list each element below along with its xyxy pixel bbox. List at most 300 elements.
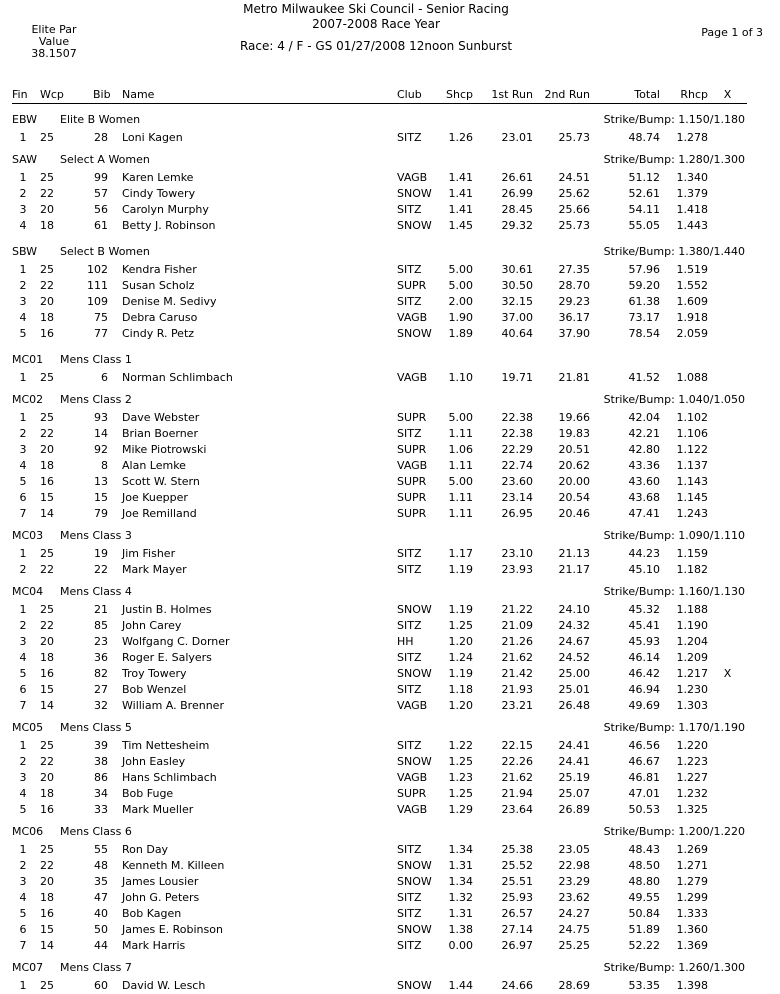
- cell-total: 48.43: [628, 843, 660, 856]
- column-header-bib: Bib: [93, 88, 111, 101]
- cell-total: 52.61: [628, 187, 660, 200]
- cell-shcp: 1.11: [448, 459, 473, 472]
- section-mc05: [12, 720, 747, 818]
- cell-total: 48.74: [628, 131, 660, 144]
- cell-run1: 28.45: [501, 203, 533, 216]
- cell-name: Carolyn Murphy: [122, 203, 209, 216]
- cell-run2: 23.62: [558, 891, 590, 904]
- cell-run2: 19.83: [558, 427, 590, 440]
- cell-name: William A. Brenner: [122, 699, 224, 712]
- result-row: [12, 666, 747, 682]
- cell-x: [708, 186, 747, 202]
- cell-total: 73.17: [628, 311, 660, 324]
- cell-total: 46.56: [628, 739, 660, 752]
- cell-name: John Easley: [122, 755, 186, 768]
- cell-fin: 2: [19, 755, 27, 768]
- cell-club: VAGB: [397, 371, 428, 384]
- cell-wcp: 20: [40, 443, 54, 456]
- cell-bib: 28: [94, 131, 108, 144]
- cell-run2: 20.46: [558, 507, 590, 520]
- cell-fin: 4: [19, 787, 27, 800]
- cell-shcp: 1.44: [448, 979, 473, 992]
- section-code: MC02: [12, 393, 44, 406]
- cell-run1: 22.38: [501, 411, 533, 424]
- cell-shcp: 1.06: [448, 443, 473, 456]
- cell-x: [708, 170, 747, 186]
- cell-run2: 23.05: [558, 843, 590, 856]
- cell-rhcp: 1.379: [676, 187, 708, 200]
- cell-run1: 40.64: [501, 327, 533, 340]
- cell-x: [708, 922, 747, 938]
- cell-bib: 102: [87, 263, 108, 276]
- cell-run2: 26.89: [558, 803, 590, 816]
- cell-total: 42.80: [628, 443, 660, 456]
- section-code: MC03: [12, 529, 44, 542]
- cell-run2: 20.00: [558, 475, 590, 488]
- section-name: Mens Class 4: [60, 585, 132, 598]
- cell-wcp: 20: [40, 203, 54, 216]
- cell-club: SITZ: [397, 427, 422, 440]
- cell-run1: 23.10: [501, 547, 533, 560]
- cell-shcp: 0.00: [448, 939, 473, 952]
- cell-name: Cindy Towery: [122, 187, 196, 200]
- cell-name: Justin B. Holmes: [122, 603, 212, 616]
- cell-wcp: 25: [40, 547, 54, 560]
- cell-shcp: 5.00: [448, 475, 473, 488]
- cell-wcp: 22: [40, 619, 54, 632]
- cell-bib: 27: [94, 683, 108, 696]
- cell-run1: 21.93: [501, 683, 533, 696]
- cell-name: James E. Robinson: [122, 923, 223, 936]
- result-row: [12, 442, 747, 458]
- cell-run2: 25.07: [558, 787, 590, 800]
- cell-bib: 19: [94, 547, 108, 560]
- cell-shcp: 5.00: [448, 263, 473, 276]
- column-header-rhcp: Rhcp: [680, 88, 708, 101]
- cell-fin: 7: [19, 507, 27, 520]
- cell-x: [708, 634, 747, 650]
- cell-club: SUPR: [397, 443, 427, 456]
- cell-bib: 36: [94, 651, 108, 664]
- cell-club: SITZ: [397, 891, 422, 904]
- cell-fin: 6: [19, 491, 27, 504]
- cell-total: 49.69: [628, 699, 660, 712]
- cell-shcp: 1.22: [448, 739, 473, 752]
- cell-run2: 24.32: [558, 619, 590, 632]
- results-table: [12, 86, 747, 994]
- cell-run2: 37.90: [558, 327, 590, 340]
- cell-club: SNOW: [397, 219, 432, 232]
- section-name: Select B Women: [60, 245, 150, 258]
- result-row: [12, 618, 747, 634]
- cell-bib: 57: [94, 187, 108, 200]
- cell-bib: 60: [94, 979, 108, 992]
- strike-bump-value: Strike/Bump: 1.260/1.300: [603, 961, 745, 974]
- cell-total: 42.04: [628, 411, 660, 424]
- cell-wcp: 22: [40, 279, 54, 292]
- result-row: [12, 874, 747, 890]
- cell-run1: 23.93: [501, 563, 533, 576]
- section-name: Mens Class 7: [60, 961, 132, 974]
- cell-shcp: 1.41: [448, 171, 473, 184]
- strike-bump-value: Strike/Bump: 1.170/1.190: [603, 721, 745, 734]
- cell-total: 46.14: [628, 651, 660, 664]
- cell-run1: 21.22: [501, 603, 533, 616]
- cell-club: VAGB: [397, 699, 428, 712]
- result-row: [12, 490, 747, 506]
- cell-x: [708, 310, 747, 326]
- cell-run1: 21.94: [501, 787, 533, 800]
- result-row: [12, 474, 747, 490]
- cell-fin: 3: [19, 443, 27, 456]
- cell-rhcp: 1.299: [676, 891, 708, 904]
- cell-wcp: 20: [40, 635, 54, 648]
- cell-fin: 4: [19, 891, 27, 904]
- cell-run2: 25.62: [558, 187, 590, 200]
- cell-bib: 33: [94, 803, 108, 816]
- cell-total: 47.41: [628, 507, 660, 520]
- cell-total: 78.54: [628, 327, 660, 340]
- cell-fin: 1: [19, 171, 27, 184]
- strike-bump-value: Strike/Bump: 1.200/1.220: [603, 825, 745, 838]
- cell-club: SITZ: [397, 619, 422, 632]
- cell-club: SUPR: [397, 475, 427, 488]
- section-name: Mens Class 5: [60, 721, 132, 734]
- cell-total: 43.68: [628, 491, 660, 504]
- column-header-run2: 2nd Run: [544, 88, 590, 101]
- cell-bib: 35: [94, 875, 108, 888]
- cell-wcp: 25: [40, 171, 54, 184]
- cell-shcp: 1.20: [448, 635, 473, 648]
- cell-rhcp: 1.418: [676, 203, 708, 216]
- strike-bump-value: Strike/Bump: 1.040/1.050: [603, 393, 745, 406]
- cell-run1: 23.01: [501, 131, 533, 144]
- cell-run2: 26.48: [558, 699, 590, 712]
- race-line: Race: 4 / F - GS 01/27/2008 12noon Sunburst: [239, 39, 513, 53]
- cell-run2: 29.23: [558, 295, 590, 308]
- cell-x: [708, 858, 747, 874]
- elite-par-label: Elite Par: [31, 23, 77, 36]
- cell-fin: 5: [19, 667, 27, 680]
- column-header-run1: 1st Run: [491, 88, 533, 101]
- cell-rhcp: 1.269: [676, 843, 708, 856]
- cell-rhcp: 1.209: [676, 651, 708, 664]
- column-header-name: Name: [122, 88, 155, 101]
- result-row: [12, 890, 747, 906]
- cell-x: [708, 442, 747, 458]
- cell-club: SITZ: [397, 907, 422, 920]
- cell-wcp: 22: [40, 755, 54, 768]
- cell-run1: 25.51: [501, 875, 533, 888]
- cell-total: 47.01: [628, 787, 660, 800]
- result-row: [12, 770, 747, 786]
- cell-run1: 26.57: [501, 907, 533, 920]
- cell-fin: 2: [19, 563, 27, 576]
- cell-club: SITZ: [397, 939, 422, 952]
- cell-name: James Lousier: [122, 875, 199, 888]
- cell-run1: 25.93: [501, 891, 533, 904]
- cell-club: SUPR: [397, 787, 427, 800]
- cell-bib: 13: [94, 475, 108, 488]
- cell-total: 43.60: [628, 475, 660, 488]
- cell-rhcp: 1.204: [676, 635, 708, 648]
- cell-bib: 38: [94, 755, 108, 768]
- cell-total: 45.32: [628, 603, 660, 616]
- section-ebw: [12, 112, 747, 146]
- result-row: [12, 650, 747, 666]
- cell-run1: 21.09: [501, 619, 533, 632]
- cell-run2: 21.17: [558, 563, 590, 576]
- cell-name: Debra Caruso: [122, 311, 198, 324]
- cell-x: [708, 754, 747, 770]
- cell-shcp: 1.32: [448, 891, 473, 904]
- section-mc04: [12, 584, 747, 714]
- cell-x: [708, 618, 747, 634]
- cell-club: VAGB: [397, 311, 428, 324]
- cell-bib: 15: [94, 491, 108, 504]
- cell-wcp: 18: [40, 219, 54, 232]
- cell-rhcp: 1.223: [676, 755, 708, 768]
- cell-name: Mike Piotrowski: [122, 443, 207, 456]
- cell-fin: 5: [19, 327, 27, 340]
- cell-run1: 23.60: [501, 475, 533, 488]
- cell-club: SNOW: [397, 603, 432, 616]
- section-header: [12, 392, 747, 408]
- cell-name: Betty J. Robinson: [122, 219, 216, 232]
- cell-name: Cindy R. Petz: [122, 327, 195, 340]
- cell-fin: 3: [19, 771, 27, 784]
- cell-run1: 32.15: [501, 295, 533, 308]
- cell-x: [708, 294, 747, 310]
- result-row: [12, 202, 747, 218]
- cell-shcp: 1.29: [448, 803, 473, 816]
- cell-total: 45.10: [628, 563, 660, 576]
- cell-club: SITZ: [397, 683, 422, 696]
- page-indicator: Page 1 of 3: [701, 26, 763, 39]
- cell-fin: 2: [19, 859, 27, 872]
- cell-fin: 2: [19, 427, 27, 440]
- cell-name: Mark Mueller: [122, 803, 194, 816]
- cell-club: SNOW: [397, 755, 432, 768]
- strike-bump-value: Strike/Bump: 1.280/1.300: [603, 153, 745, 166]
- cell-shcp: 1.38: [448, 923, 473, 936]
- cell-x: [708, 326, 747, 342]
- cell-run1: 30.50: [501, 279, 533, 292]
- section-header: [12, 824, 747, 840]
- cell-wcp: 25: [40, 979, 54, 992]
- section-code: MC05: [12, 721, 44, 734]
- section-saw: [12, 152, 747, 234]
- cell-wcp: 25: [40, 131, 54, 144]
- cell-bib: 48: [94, 859, 108, 872]
- cell-club: HH: [397, 635, 414, 648]
- cell-wcp: 18: [40, 651, 54, 664]
- result-row: [12, 602, 747, 618]
- cell-rhcp: 1.102: [676, 411, 708, 424]
- cell-total: 45.93: [628, 635, 660, 648]
- cell-rhcp: 1.398: [676, 979, 708, 992]
- cell-wcp: 14: [40, 699, 54, 712]
- cell-bib: 75: [94, 311, 108, 324]
- cell-wcp: 15: [40, 923, 54, 936]
- elite-par-block: [24, 24, 84, 60]
- table-sections: [12, 112, 747, 994]
- result-row: [12, 262, 747, 278]
- cell-run1: 30.61: [501, 263, 533, 276]
- cell-name: John Carey: [122, 619, 182, 632]
- cell-fin: 3: [19, 203, 27, 216]
- cell-run2: 22.98: [558, 859, 590, 872]
- cell-club: VAGB: [397, 459, 428, 472]
- cell-x: [708, 802, 747, 818]
- cell-rhcp: 1.182: [676, 563, 708, 576]
- cell-club: VAGB: [397, 771, 428, 784]
- strike-bump-value: [745, 352, 747, 368]
- cell-total: 48.80: [628, 875, 660, 888]
- elite-par-value-label: Value: [38, 35, 70, 48]
- cell-fin: 6: [19, 683, 27, 696]
- cell-x: [708, 682, 747, 698]
- cell-shcp: 1.25: [448, 787, 473, 800]
- cell-wcp: 18: [40, 459, 54, 472]
- cell-name: David W. Lesch: [122, 979, 206, 992]
- result-row: [12, 506, 747, 522]
- cell-total: 59.20: [628, 279, 660, 292]
- section-mc02: [12, 392, 747, 522]
- cell-name: John G. Peters: [122, 891, 200, 904]
- cell-name: Scott W. Stern: [122, 475, 200, 488]
- cell-rhcp: 1.217: [676, 667, 708, 680]
- result-row: [12, 410, 747, 426]
- cell-bib: 47: [94, 891, 108, 904]
- elite-par-value: 38.1507: [31, 47, 77, 60]
- cell-fin: 2: [19, 187, 27, 200]
- section-code: MC01: [12, 353, 44, 366]
- cell-x: [708, 890, 747, 906]
- cell-rhcp: 1.519: [676, 263, 708, 276]
- cell-x: [708, 938, 747, 954]
- cell-wcp: 25: [40, 843, 54, 856]
- section-code: SAW: [12, 153, 37, 166]
- cell-fin: 1: [19, 843, 27, 856]
- cell-rhcp: 1.369: [676, 939, 708, 952]
- cell-wcp: 20: [40, 771, 54, 784]
- section-code: MC06: [12, 825, 44, 838]
- cell-run1: 23.14: [501, 491, 533, 504]
- cell-name: Susan Scholz: [122, 279, 195, 292]
- cell-run1: 22.15: [501, 739, 533, 752]
- cell-total: 55.05: [628, 219, 660, 232]
- cell-run2: 25.01: [558, 683, 590, 696]
- cell-wcp: 20: [40, 875, 54, 888]
- cell-club: SITZ: [397, 547, 422, 560]
- cell-name: Wolfgang C. Dorner: [122, 635, 230, 648]
- cell-bib: 21: [94, 603, 108, 616]
- cell-rhcp: 1.230: [676, 683, 708, 696]
- result-row: [12, 938, 747, 954]
- cell-run1: 21.26: [501, 635, 533, 648]
- cell-x: [708, 262, 747, 278]
- cell-total: 46.81: [628, 771, 660, 784]
- cell-club: SITZ: [397, 263, 422, 276]
- cell-bib: 6: [101, 371, 108, 384]
- cell-run1: 24.66: [501, 979, 533, 992]
- cell-fin: 3: [19, 295, 27, 308]
- cell-club: SUPR: [397, 279, 427, 292]
- cell-bib: 50: [94, 923, 108, 936]
- cell-bib: 86: [94, 771, 108, 784]
- result-row: [12, 802, 747, 818]
- cell-x: [708, 218, 747, 234]
- cell-wcp: 16: [40, 327, 54, 340]
- cell-fin: 3: [19, 635, 27, 648]
- cell-total: 51.89: [628, 923, 660, 936]
- cell-run2: 21.13: [558, 547, 590, 560]
- cell-total: 46.42: [628, 667, 660, 680]
- cell-fin: 7: [19, 939, 27, 952]
- cell-shcp: 1.90: [448, 311, 473, 324]
- cell-bib: 77: [94, 327, 108, 340]
- cell-run1: 22.74: [501, 459, 533, 472]
- section-header: [12, 352, 747, 368]
- cell-wcp: 15: [40, 683, 54, 696]
- cell-total: 52.22: [628, 939, 660, 952]
- cell-total: 50.84: [628, 907, 660, 920]
- cell-wcp: 18: [40, 891, 54, 904]
- cell-rhcp: 1.279: [676, 875, 708, 888]
- result-row: [12, 170, 747, 186]
- cell-run2: 23.29: [558, 875, 590, 888]
- cell-club: SNOW: [397, 923, 432, 936]
- cell-fin: 6: [19, 923, 27, 936]
- column-header-total: Total: [634, 88, 660, 101]
- cell-fin: 5: [19, 907, 27, 920]
- cell-rhcp: 1.227: [676, 771, 708, 784]
- cell-total: 44.23: [628, 547, 660, 560]
- cell-bib: 55: [94, 843, 108, 856]
- cell-shcp: 1.11: [448, 491, 473, 504]
- cell-x: [708, 202, 747, 218]
- strike-bump-value: Strike/Bump: 1.380/1.440: [603, 245, 745, 258]
- result-row: [12, 370, 747, 386]
- cell-x: [708, 546, 747, 562]
- cell-fin: 5: [19, 803, 27, 816]
- cell-wcp: 15: [40, 491, 54, 504]
- cell-run1: 26.95: [501, 507, 533, 520]
- cell-name: Loni Kagen: [122, 131, 183, 144]
- cell-fin: 4: [19, 219, 27, 232]
- cell-run1: 26.99: [501, 187, 533, 200]
- cell-total: 51.12: [628, 171, 660, 184]
- cell-run2: 20.62: [558, 459, 590, 472]
- cell-rhcp: 1.303: [676, 699, 708, 712]
- result-row: [12, 562, 747, 578]
- cell-name: Bob Fuge: [122, 787, 174, 800]
- result-row: [12, 310, 747, 326]
- cell-bib: 14: [94, 427, 108, 440]
- result-row: [12, 218, 747, 234]
- section-header: [12, 720, 747, 736]
- cell-bib: 44: [94, 939, 108, 952]
- result-row: [12, 698, 747, 714]
- cell-wcp: 16: [40, 667, 54, 680]
- section-header: [12, 960, 747, 976]
- cell-fin: 4: [19, 311, 27, 324]
- cell-run2: 24.52: [558, 651, 590, 664]
- cell-fin: 2: [19, 279, 27, 292]
- strike-bump-value: Strike/Bump: 1.150/1.180: [603, 113, 745, 126]
- cell-x: [708, 426, 747, 442]
